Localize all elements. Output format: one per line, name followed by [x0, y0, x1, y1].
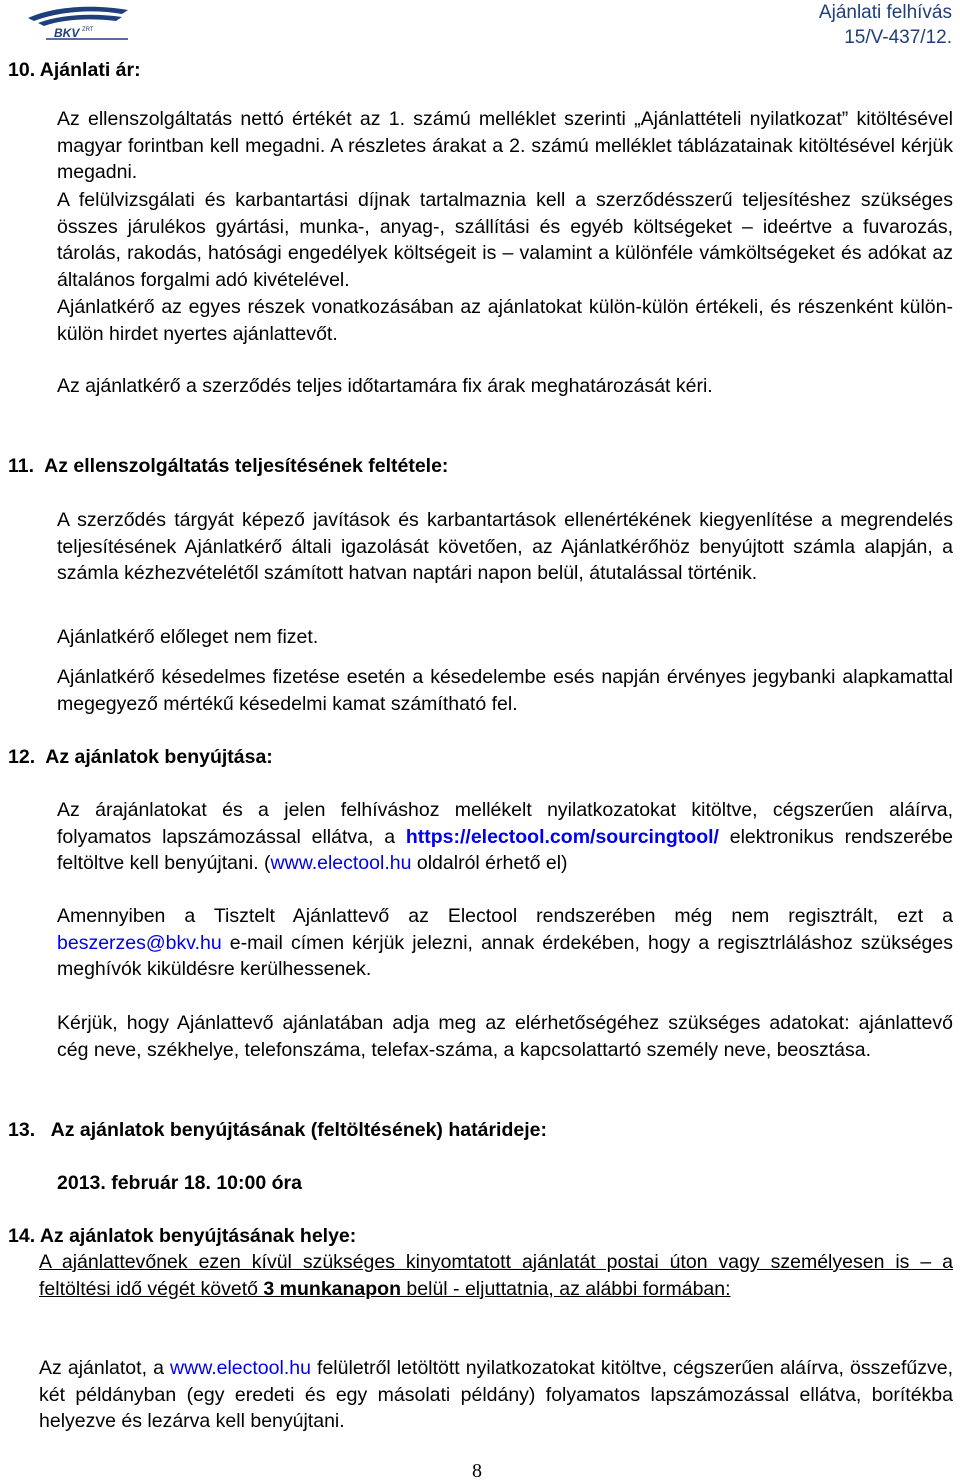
section-12-paragraph-2: [57, 903, 953, 983]
section-12-p1-text-b: elektronikus rendszerébe feltöltve kell benyújtani. (: [57, 825, 953, 874]
section-11-number: 11.: [8, 455, 35, 477]
section-12-p1-text-a: Az árajánlatokat és a jelen felhíváshoz mellékelt nyilatkozatokat kitöltve, cégszerűen aláírva, folyamatos lapszámozással ellátva, a: [57, 799, 953, 848]
document-header: [819, 0, 952, 50]
section-13-title: Az ajánlatok benyújtásának (feltöltésének) határideje:: [50, 1119, 547, 1141]
section-12-heading: [8, 744, 273, 771]
section-12-number: 12.: [8, 746, 36, 768]
svg-text:BKV: BKV: [54, 26, 80, 40]
section-14-p2-text-a: Az ajánlatot, a: [39, 1357, 171, 1379]
section-14-heading: [8, 1223, 356, 1250]
electool-sourcing-link[interactable]: https://electool.com/sourcingtool/: [405, 825, 719, 848]
section-12-p2-text-b: e-mail címen kérjük jelezni, annak érdekében, hogy a regisztrláláshoz szükséges meghívók kiküldésre kerülhessenek.: [57, 931, 953, 980]
section-14-title: Az ajánlatok benyújtásának helye:: [39, 1225, 357, 1247]
section-11-heading: [8, 453, 448, 480]
section-10-heading: 10. Ajánlati ár:: [8, 59, 141, 81]
section-14-p1-text-a: A ajánlattevőnek ezen kívül szükséges kinyomtatott ajánlatát postai úton vagy személyesen is – a feltöltési idő végét követő: [39, 1251, 953, 1300]
section-12-paragraph-1: [57, 797, 953, 877]
section-11-title: Az ellenszolgáltatás teljesítésének feltétele:: [44, 455, 449, 477]
section-10-paragraph-1: Az ellenszolgáltatás nettó értékét az 1. számú melléklet szerinti „Ajánlattételi nyilatkozat” kitöltésével magyar forintban kell megadni. A részletes árakat a 2. számú melléklet táblázatainak kitöltésével kérjük megadni.: [57, 108, 953, 183]
document-title: Ajánlati felhívás: [818, 2, 952, 23]
section-10-paragraph-4: Az ajánlatkérő a szerződés teljes időtartamára fix árak meghatározását kéri.: [57, 375, 713, 397]
page-number: 8: [472, 1460, 482, 1482]
section-12-p1-text-c: oldalról érhető el): [411, 852, 568, 874]
electool-hu-link[interactable]: www.electool.hu: [270, 852, 412, 874]
section-13-number: 13.: [8, 1119, 36, 1141]
section-14-p2-text-b: felületről letöltött nyilatkozatokat kitöltve, cégszerűen aláírva, összefűzve, két példányban (egy eredeti és egy másolati példány) folyamatos lapszámozással ellátva, borítékba helyezve és lezárva kell benyújtani.: [39, 1357, 953, 1432]
email-link[interactable]: beszerzes@bkv.hu: [57, 931, 222, 954]
section-11-paragraph-3: Ajánlatkérő késedelmes fizetése esetén a késedelembe esés napján érvényes jegybanki alapkamattal megegyező mértékű késedelmi kamat számítható fel.: [57, 666, 953, 715]
document-reference: 15/V-437/12.: [844, 27, 952, 48]
electool-hu-link-2[interactable]: www.electool.hu: [170, 1357, 311, 1379]
section-10-paragraph-2: A felülvizsgálati és karbantartási díjnak tartalmaznia kell a szerződésszerű teljesítéshez szükséges összes járulékos gyártási, munka-, anyag-, szállítási és egyéb költségeket – ideértve a fuvarozás, tárolás, rakodás, hatósági engedélyek költségeit is – valamint a különféle vámköltségeket és adókat az általános forgalmi adó kivételével.: [57, 189, 953, 291]
section-13-heading: [8, 1117, 547, 1144]
section-14-paragraph-1: [39, 1249, 953, 1302]
submission-deadline: 2013. február 18. 10:00 óra: [57, 1172, 302, 1194]
section-12-title: Az ajánlatok benyújtása:: [45, 746, 273, 768]
section-14-p1-text-b: belül - eljuttatnia, az alábbi formában:: [401, 1277, 731, 1300]
svg-text:ZRT: ZRT: [82, 27, 94, 33]
bkv-logo: [24, 4, 134, 40]
section-14-paragraph-2: [39, 1355, 953, 1435]
section-12-p2-text-a: Amennyiben a Tisztelt Ajánlattevő az Electool rendszerében még nem regisztrált, ezt a: [57, 905, 953, 927]
section-11-paragraph-1: A szerződés tárgyát képező javítások és karbantartások ellenértékének kiegyenlítése a megrendelés teljesítésének Ajánlatkérő általi igazolását követően, az Ajánlatkérőhöz benyújtott számla alapján, a számla kézhezvételétől számított hatvan naptári napon belül, átutalással történik.: [57, 509, 953, 584]
section-14-p1-bold: 3 munkanapon: [263, 1277, 401, 1300]
section-14-number: 14.: [8, 1225, 36, 1247]
section-10-paragraph-3: Ajánlatkérő az egyes részek vonatkozásában az ajánlatokat külön-külön értékeli, és részenként külön-külön hirdet nyertes ajánlattevőt.: [57, 296, 953, 345]
section-12-paragraph-3: Kérjük, hogy Ajánlattevő ajánlatában adja meg az elérhetőségéhez szükséges adatokat: ajánlattevő cég neve, székhelye, telefonszáma, telefax-száma, a kapcsolattartó személy neve, beosztása.: [57, 1012, 953, 1061]
section-11-paragraph-2: Ajánlatkérő előleget nem fizet.: [57, 626, 319, 648]
